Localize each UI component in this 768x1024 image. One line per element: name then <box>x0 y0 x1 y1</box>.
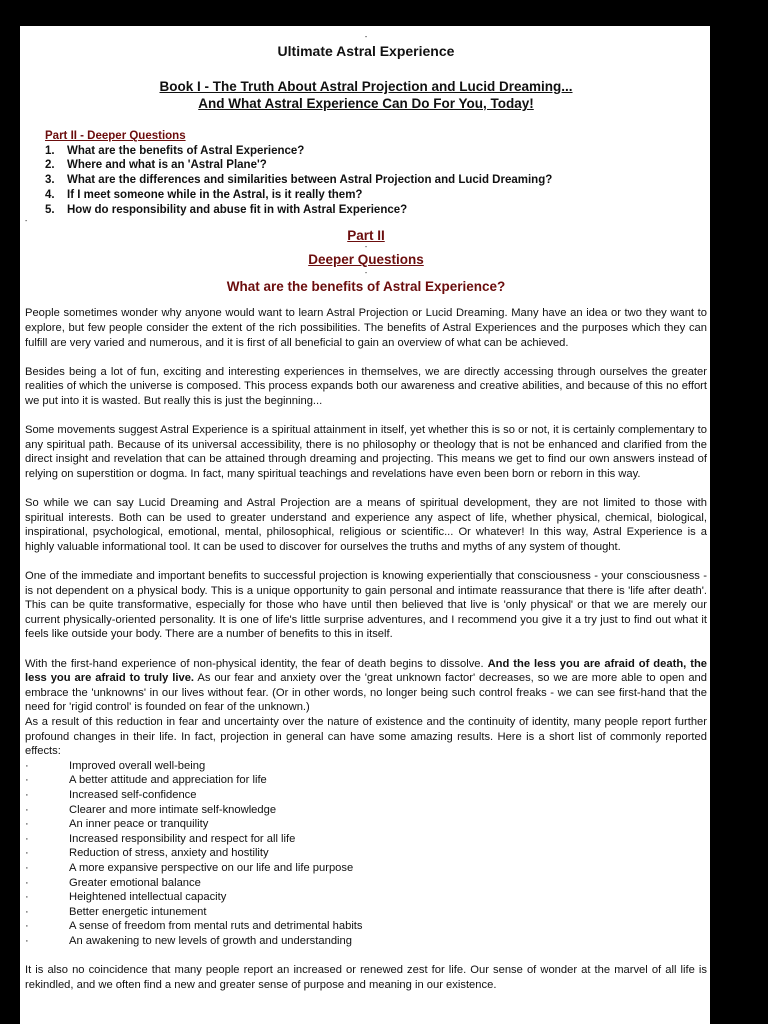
bullet-icon: · <box>25 934 29 947</box>
list-item <box>25 861 707 876</box>
paragraph: So while we can say Lucid Dreaming and Astral Projection are a means of spiritual development, they are not limited to those with spiritual interests. Both can be used to greater understand and experience any aspect of life, whether physical, chemical, biological, inspirational, psychological, emotional, mental, philosophical, religious or scientific... Or whatever! In this way, Astral Experience is a highly valuable informational tool. It can be used to discover for ourselves the truths and myths of any system of thought. <box>25 497 707 553</box>
top-tick-mark: - <box>364 34 368 41</box>
toc-item-number: 3. <box>45 174 55 187</box>
bullet-icon: · <box>25 774 29 787</box>
toc-item-number: 2. <box>45 159 55 172</box>
list-item <box>25 890 707 905</box>
bullet-icon: · <box>25 789 29 801</box>
list-item-text: An awakening to new levels of growth and understanding <box>69 934 352 947</box>
bullet-icon: · <box>25 759 29 772</box>
toc-item-number: 5. <box>45 203 55 216</box>
paragraph-text: With the first-hand experience of non-physical identity, the fear of death begins to dissolve. <box>25 657 488 670</box>
list-item-text: An inner peace or tranquility <box>69 818 209 831</box>
toc-item-text: How do responsibility and abuse fit in with Astral Experience? <box>67 203 408 216</box>
bullet-icon: · <box>25 876 29 889</box>
table-of-contents <box>45 129 707 217</box>
list-item <box>25 788 707 803</box>
toc-item-number: 1. <box>45 144 55 157</box>
mid-tick-mark-2: - <box>364 270 368 278</box>
list-item-text: A better attitude and appreciation for life <box>69 774 267 787</box>
bullet-icon: · <box>25 861 29 874</box>
list-item <box>25 905 707 920</box>
toc-item[interactable] <box>45 144 707 159</box>
toc-item-text: If I meet someone while in the Astral, is it really them? <box>67 188 363 201</box>
bullet-icon: · <box>25 847 29 860</box>
page-content <box>25 26 707 992</box>
article-body <box>25 306 707 992</box>
book-heading-line-2: And What Astral Experience Can Do For You, Today! <box>198 96 534 111</box>
paragraph: Some movements suggest Astral Experience is a spiritual attainment in itself, yet whether this is so or not, it is certainly complementary to any spiritual path. Because of its universal accessibility, there is no philosophy or theology that is not be enhanced and clarified from the direct insight and revelation that can be attained through dreaming and projecting. This means we get to find our own answers instead of relying on superstition or dogma. In fact, many spiritual teachings and revelations have even been born or reborn in this way. <box>25 424 707 480</box>
toc-item-text: Where and what is an 'Astral Plane'? <box>67 159 267 172</box>
list-item-text: Improved overall well-being <box>69 759 206 772</box>
paragraph: As a result of this reduction in fear and uncertainty over the nature of existence and the continuity of identity, many people report further profound changes in their life. In fact, projection in general can have some amazing results. Here is a short list of commonly reported effects: <box>25 716 707 758</box>
paragraph-text: As our fear and anxiety over the 'great unknown factor' decreases, so we are more able to open and embrace the 'unknowns' in our lives without fear. (Or in other words, no longer being such control freaks - we can see first-hand that the need for 'rigid control' is founded on fear of the unknown.) <box>25 672 707 714</box>
list-item <box>25 876 707 891</box>
list-item-text: A more expansive perspective on our life and life purpose <box>69 861 354 874</box>
toc-list <box>45 144 707 218</box>
book-heading-line-1: Book I - The Truth About Astral Projection and Lucid Dreaming... <box>159 79 573 94</box>
mid-tick-mark: - <box>364 244 368 252</box>
book-heading <box>25 78 707 112</box>
section-title: What are the benefits of Astral Experience? <box>226 279 506 295</box>
toc-item[interactable] <box>45 188 707 203</box>
list-item <box>25 832 707 847</box>
toc-item-text: What are the differences and similarities between Astral Projection and Lucid Dreaming? <box>67 174 553 187</box>
list-item <box>25 817 707 832</box>
list-item-text: Reduction of stress, anxiety and hostility <box>69 847 269 860</box>
part-label: Part II <box>347 228 385 244</box>
toc-item[interactable] <box>45 158 707 173</box>
list-item <box>25 773 707 788</box>
emphasized-text: And the less you are afraid of death, the less you are afraid to truly live. <box>25 657 707 685</box>
list-item-text: Increased self-confidence <box>69 789 197 801</box>
bullet-icon: · <box>25 905 29 918</box>
deeper-questions-label: Deeper Questions <box>308 252 424 268</box>
bullet-icon: · <box>25 803 29 816</box>
left-dash-mark: - <box>25 218 28 226</box>
toc-item-text: What are the benefits of Astral Experience? <box>67 144 305 157</box>
list-item <box>25 846 707 861</box>
list-item <box>25 934 707 949</box>
list-item <box>25 803 707 818</box>
bullet-icon: · <box>25 920 29 933</box>
bullet-icon: · <box>25 818 29 831</box>
document-page <box>20 26 710 1024</box>
paragraph-closing: It is also no coincidence that many people report an increased or renewed zest for life. Our sense of wonder at the marvel of all life is rekindled, and we often find a new and greater sense of purpose and meaning in our existence. <box>25 964 707 991</box>
list-item-text: Greater emotional balance <box>69 876 201 889</box>
bullet-icon: · <box>25 832 29 845</box>
list-item-text: Increased responsibility and respect for all life <box>69 832 296 845</box>
document-title: Ultimate Astral Experience <box>277 43 455 59</box>
effects-list <box>25 759 707 949</box>
list-item <box>25 759 707 774</box>
list-item-text: Better energetic intunement <box>69 905 207 918</box>
bullet-icon: · <box>25 891 29 904</box>
list-item <box>25 919 707 934</box>
toc-heading-link[interactable]: Part II - Deeper Questions <box>45 130 186 142</box>
list-item-text: Heightened intellectual capacity <box>69 891 227 904</box>
toc-item-number: 4. <box>45 188 55 201</box>
toc-item[interactable] <box>45 173 707 188</box>
paragraph: Besides being a lot of fun, exciting and interesting experiences in themselves, we are directly accessing through ourselves the greater realities of which the universe is composed. This process expands both our awareness and creative abilities, and because of this no effort we put into it is wasted. But really this is just the beginning... <box>25 365 707 407</box>
paragraph-fear-of-death <box>25 657 707 715</box>
paragraph: People sometimes wonder why anyone would want to learn Astral Projection or Lucid Dreaming. Many have an idea or two they want to explore, but few people consider the extent of the rich possibilities. The benefits of Astral Experiences and the purposes which they can fulfill are very varied and numerous, and it is first of all beneficial to gain an overview of what can be achieved. <box>25 307 707 349</box>
toc-item[interactable] <box>45 203 707 218</box>
paragraph: One of the immediate and important benefits to successful projection is knowing experientially that consciousness - your consciousness - is not dependent on a physical body. This is a unique opportunity to gain personal and intimate reassurance that there is 'life after death'. This can be quite transformative, especially for those who have until then believed that live is 'only physical' or that we are merely our current physically-oriented personality. It is one of life's little surprise adventures, and I recommend you give it a try just to find out what it feels like outside your body. There are a number of benefits to this in itself. <box>25 570 707 641</box>
list-item-text: Clearer and more intimate self-knowledge <box>69 803 277 816</box>
list-item-text: A sense of freedom from mental ruts and detrimental habits <box>69 920 363 933</box>
